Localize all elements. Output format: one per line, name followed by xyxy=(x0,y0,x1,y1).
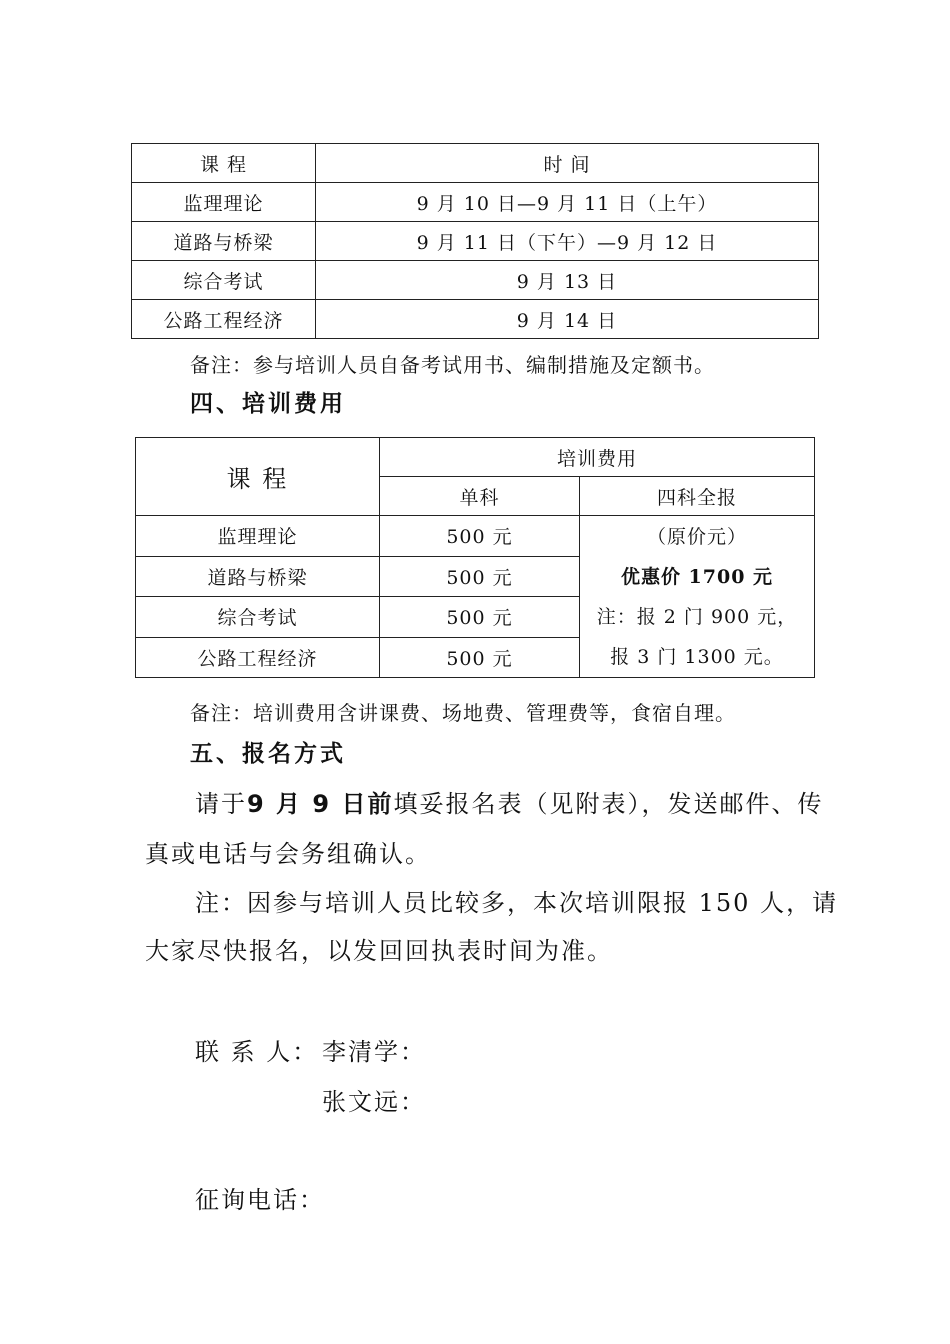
header-single: 单科 xyxy=(380,477,580,516)
table-row xyxy=(136,516,815,557)
fees-table xyxy=(135,437,815,678)
table-header-row xyxy=(132,144,819,183)
course-cell: 综合考试 xyxy=(132,261,316,300)
registration-lead: 请于 xyxy=(195,790,247,818)
registration-deadline: 9 月 9 日前 xyxy=(247,790,394,818)
course-cell: 公路工程经济 xyxy=(136,637,380,678)
course-cell: 公路工程经济 xyxy=(132,300,316,339)
course-cell: 道路与桥梁 xyxy=(136,556,380,597)
time-cell: 9 月 13 日 xyxy=(316,261,819,300)
package-discount-price: 优惠价 1700 元 xyxy=(620,566,774,588)
course-cell: 监理理论 xyxy=(132,183,316,222)
section-five-title: 五、报名方式 xyxy=(190,741,346,767)
package-note-two: 注：报 2 门 900 元， xyxy=(596,606,798,628)
table-header-row xyxy=(136,438,815,477)
table-row xyxy=(132,183,819,222)
schedule-table xyxy=(131,143,819,339)
header-fee: 培训费用 xyxy=(380,438,815,477)
contact-person-1: 李清学： xyxy=(322,1038,426,1066)
fees-note: 备注：培训费用含讲课费、场地费、管理费等，食宿自理。 xyxy=(190,701,736,725)
capacity-note-line2: 大家尽快报名，以发回回执表时间为准。 xyxy=(145,937,613,965)
single-fee-cell: 500 元 xyxy=(380,556,580,597)
package-note-three: 报 3 门 1300 元。 xyxy=(610,646,784,668)
contact-label: 联 系 人： xyxy=(195,1038,319,1066)
phone-label: 征询电话： xyxy=(195,1186,325,1214)
time-cell: 9 月 11 日（下午）—9 月 12 日 xyxy=(316,222,819,261)
contact-person-2: 张文远： xyxy=(322,1088,426,1116)
header-course: 课 程 xyxy=(132,144,316,183)
time-cell: 9 月 14 日 xyxy=(316,300,819,339)
course-cell: 监理理论 xyxy=(136,516,380,557)
single-fee-cell: 500 元 xyxy=(380,597,580,638)
header-all: 四科全报 xyxy=(580,477,815,516)
registration-paragraph-line1 xyxy=(195,784,823,819)
header-time: 时 间 xyxy=(316,144,819,183)
package-original-price: （原价元） xyxy=(646,526,747,548)
registration-instructions: 填妥报名表（见附表），发送邮件、传 xyxy=(393,790,824,818)
schedule-note: 备注：参与培训人员自备考试用书、编制措施及定额书。 xyxy=(190,353,715,377)
table-row xyxy=(132,300,819,339)
registration-paragraph-line2: 真或电话与会务组确认。 xyxy=(145,840,431,868)
single-fee-cell: 500 元 xyxy=(380,516,580,557)
capacity-note-line1: 注：因参与培训人员比较多，本次培训限报 150 人，请 xyxy=(195,889,839,917)
table-row xyxy=(132,261,819,300)
section-four-title: 四、培训费用 xyxy=(190,391,346,417)
package-cell xyxy=(580,516,815,678)
table-row xyxy=(132,222,819,261)
course-cell: 综合考试 xyxy=(136,597,380,638)
single-fee-cell: 500 元 xyxy=(380,637,580,678)
header-course: 课 程 xyxy=(136,438,380,516)
course-cell: 道路与桥梁 xyxy=(132,222,316,261)
time-cell: 9 月 10 日—9 月 11 日（上午） xyxy=(316,183,819,222)
